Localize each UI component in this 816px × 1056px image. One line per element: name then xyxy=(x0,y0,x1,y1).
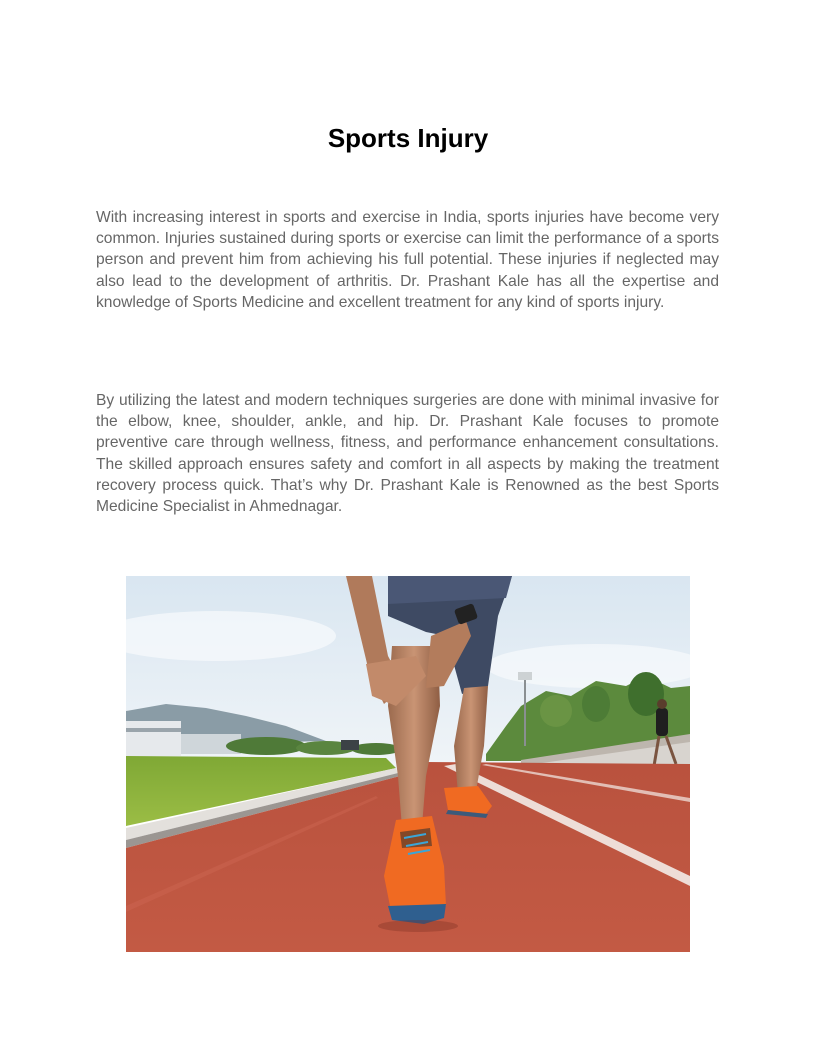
page-title: Sports Injury xyxy=(327,123,489,153)
treatment-paragraph: By utilizing the latest and modern techniques surgeries are done with minimal invasive for the elbow, knee, shoulder, ankle, and hip. Dr. Prashant Kale focuses to promote preventive care through wellness, fitness, and performance enhancement consultations. The skilled approach ensures safety and comfort in all aspects by making the treatment recovery process quick. That’s why Dr. Prashant Kale is Renowned as the best Sports Medicine Specialist in Ahmednagar. xyxy=(96,392,719,516)
intro-paragraph: With increasing interest in sports and exercise in India, sports injuries have become very common. Injuries sustained during sports or exercise can limit the performance of a sports person and prevent him from achieving his full potential. These injuries if neglected may also lead to the development of arthritis. Dr. Prashant Kale has all the expertise and knowledge of Sports Medicine and excellent treatment for any kind of sports injury. xyxy=(96,209,719,311)
runner-knee-injury-photo xyxy=(126,576,690,952)
